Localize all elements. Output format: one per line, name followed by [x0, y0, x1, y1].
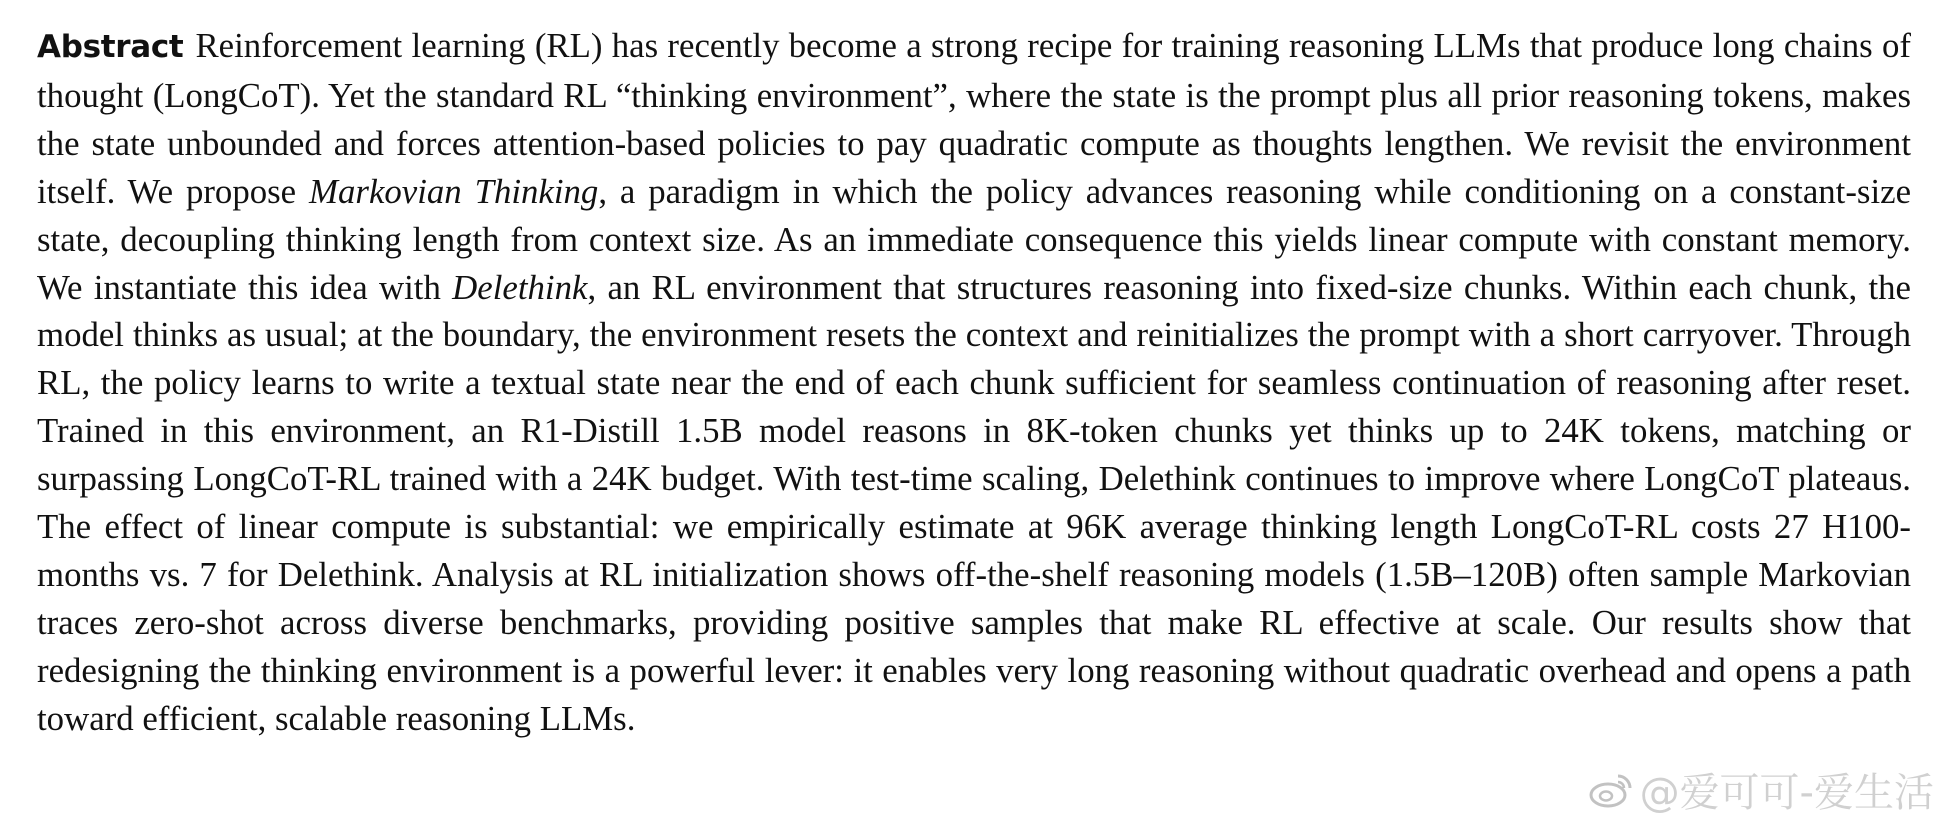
abstract-text-part-1: Reinforcement learning (RL) has recently become a strong recipe for training reasoning LLMs that produce long chains of thought (LongCoT). Yet the standard RL “thinking environment”, where the state is the prompt plus all prior reasoning tokens, makes the state unbounded and forces attention-based policies to pay quadratic compute as thoughts lengthen. We revisit the environment itself. We propose — [37, 26, 1911, 211]
abstract-text-part-2: , a paradigm in which the policy advances reasoning while conditioning on a constant-size state, decoupling thinking length from context size. As an immediate consequence this yields linear compute with constant memory. We instantiate this idea with — [37, 171, 1912, 307]
watermark — [1588, 761, 1934, 818]
abstract-term-markovian-thinking: Markovian Thinking — [309, 171, 599, 211]
abstract-text-part-3: , an RL environment that structures reasoning into fixed-size chunks. Within each chunk, the model thinks as usual; at the boundary, the environment resets the context and reinitializes the prompt with a short carryover. Through RL, the policy learns to write a textual state near the end of each chunk sufficient for seamless continuation of reasoning after reset. Trained in this environment, an R1-Distill 1.5B model reasons in 8K-token chunks yet thinks up to 24K tokens, matching or surpassing LongCoT-RL trained with a 24K budget. With test-time scaling, Delethink continues to improve where LongCoT plateaus. The effect of linear compute is substantial: we empirically estimate at 96K average thinking length LongCoT-RL costs 27 H100-months vs. 7 for Delethink. Analysis at RL initialization shows off-the-shelf reasoning models (1.5B–120B) often sample Markovian traces zero-shot across diverse benchmarks, providing positive samples that make RL effective at scale. Our results show that redesigning the thinking environment is a powerful lever: it enables very long reasoning without quadratic overhead and opens a path toward efficient, scalable reasoning LLMs. — [37, 267, 1912, 738]
abstract-term-delethink: Delethink — [452, 267, 588, 307]
watermark-text: @爱可可-爱生活 — [1639, 770, 1934, 816]
weibo-icon — [1588, 770, 1634, 810]
abstract-section — [37, 22, 1911, 743]
abstract-paragraph — [37, 22, 1911, 743]
abstract-heading: Abstract — [37, 29, 184, 65]
